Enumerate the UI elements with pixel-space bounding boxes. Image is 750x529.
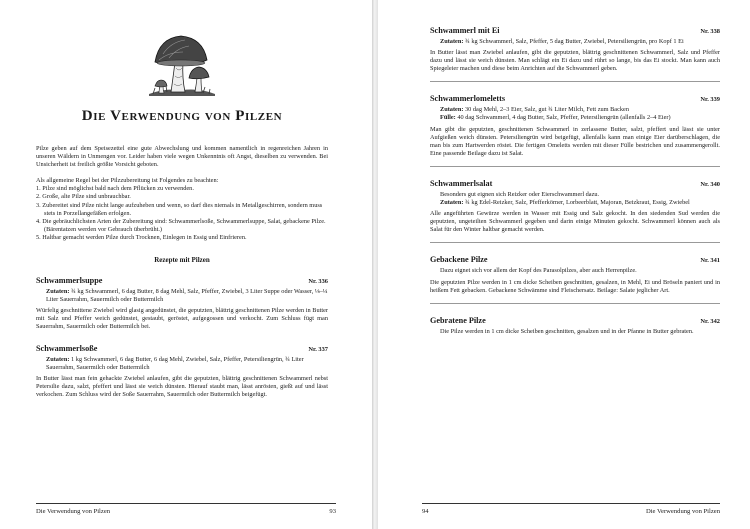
recipe-336 xyxy=(36,276,328,331)
recipe-header xyxy=(36,276,328,285)
page-footer-right xyxy=(422,503,720,515)
ingredients-label: Zutaten: xyxy=(46,288,70,296)
recipe-number: Nr. 338 xyxy=(700,28,720,35)
right-content xyxy=(430,26,720,336)
ingredients-text: ¾ kg Schwammerl, 6 dag Butter, 8 dag Mehl, Salz, Pfeffer, Zwiebel, 3 Liter Suppe oder Wasser, ⅛–¼ Liter Sauerrahm, Sauermilch oder Buttermilch xyxy=(46,288,328,304)
recipe-number: Nr. 341 xyxy=(700,257,720,265)
rule-item: 2. Große, alte Pilze sind unbrauchbar. xyxy=(36,193,131,201)
page-left xyxy=(0,0,372,529)
recipe-header xyxy=(36,344,328,353)
recipe-filling xyxy=(430,114,720,122)
recipe-342 xyxy=(430,316,720,336)
footer-title: Die Verwendung von Pilzen xyxy=(645,508,720,515)
recipe-note xyxy=(430,267,720,275)
section-divider xyxy=(430,81,720,82)
page-footer-left xyxy=(36,503,336,515)
mushroom-illustration xyxy=(145,30,219,98)
recipe-header xyxy=(430,255,720,264)
note-text: Die Pilze werden in 1 cm dicke Scheiben geschnitten, gesalzen und in der Pfanne in Butter gebraten. xyxy=(440,327,694,335)
chapter-title: Die Verwendung von Pilzen xyxy=(81,108,283,124)
section-title: Rezepte mit Pilzen xyxy=(154,256,210,265)
rule-item: 5. Haltbar gemacht werden Pilze durch Trocknen, Einlegen in Essig und Einfrieren. xyxy=(36,233,247,241)
filling-text: 40 dag Schwammerl, 4 dag Butter, Salz, Pfeffer, Petersiliengrün (allenfalls 2–4 Eier) xyxy=(457,114,671,122)
recipe-number: Nr. 336 xyxy=(308,278,328,286)
rules-intro: Als allgemeine Regel bei der Pilzzubereitung ist Folgendes zu beachten: xyxy=(36,177,219,185)
ingredients-text: 30 dag Mehl, 2–3 Eier, Salz, gut ¾ Liter Milch, Fett zum Backen xyxy=(465,106,629,114)
footer-title: Die Verwendung von Pilzen xyxy=(36,508,111,515)
section-divider xyxy=(430,166,720,167)
recipe-note xyxy=(430,328,720,336)
recipe-header xyxy=(430,26,720,35)
intro-paragraph: Pilze geben auf dem Speisezettel eine gute Abwechslung und kommen namentlich in regenreichen Jahren in unseren Wäldern in Unmengen vor. Leider haben viele wegen Unkenntnis oft Angst, dieselben zu verwenden. Bei Unsicherheit ist freilich größte Vorsicht geboten. xyxy=(36,145,328,169)
recipe-name: Schwammerlsoße xyxy=(36,343,98,353)
ingredients-text: ¾ kg Schwammerl, Salz, Pfeffer, 5 dag Butter, Zwiebel, Petersiliengrün, pro Kopf 1 Ei xyxy=(465,38,684,45)
recipe-text: In Butter lässt man fein gehackte Zwiebel anlaufen, gibt die geputzten, blättrig geschnittenen Schwammerl nebst Petersilie dazu, salzt, pfeffert und lässt sie weich dünsten. Hierauf staubt man, lässt anrösten, gießt auf und lässt verkochen. Zum Schluss wird der Soße Sauerrahm, Sauermilch oder Buttermilch beigefügt. xyxy=(36,374,328,398)
recipe-ingredients xyxy=(36,356,328,372)
recipe-name: Schwammerl mit Ei xyxy=(430,26,500,35)
page-number: 94 xyxy=(422,508,429,515)
left-content xyxy=(36,30,328,399)
recipe-name: Gebackene Pilze xyxy=(430,255,488,265)
recipe-header xyxy=(430,179,720,188)
recipe-number: Nr. 340 xyxy=(700,180,720,188)
recipe-340 xyxy=(430,179,720,234)
recipe-text: Würfelig geschnittene Zwiebel wird glasig angedünstet, die geputzten, blättrig geschnittenen Pilze werden in Butter mit Salz und Pfeffer weich gedünstet, gestaubt, geröstet, aufgegossen und verkocht. Zum Schluss fügt man Sauerrahm, Sauermilch oder Buttermilch bei. xyxy=(36,307,328,331)
recipe-text: Man gibt die geputzten, geschnittenen Schwammerl in zerlassene Butter, salzt, pfeffert und lässt sie unter Aufgießen weich dünsten. Petersiliengrün wird beigefügt, allenfalls kann man einige Eier darüberschlagen, die man bis zum Hartwerden röstet. Die fertigen Omeletts werden mit dieser Fülle bestrichen und zusammengerollt. Eine passende Beilage dazu ist Salat. xyxy=(430,125,720,157)
recipe-header xyxy=(430,94,720,103)
ingredients-label: Zutaten: xyxy=(46,355,70,363)
recipe-ingredients xyxy=(430,38,720,46)
recipe-ingredients xyxy=(430,106,720,114)
recipe-number: Nr. 339 xyxy=(700,96,720,104)
recipe-339 xyxy=(430,94,720,158)
recipe-338 xyxy=(430,26,720,73)
ingredients-text: 1 kg Schwammerl, 6 dag Butter, 6 dag Mehl, Zwiebel, Salz, Pfeffer, Petersiliengrün, ¾ Liter Sauerrahm, Sauermilch oder Buttermilch xyxy=(46,355,304,371)
recipe-number: Nr. 337 xyxy=(308,345,328,353)
filling-label: Fülle: xyxy=(440,114,456,122)
rule-item: 1. Pilze sind möglichst bald nach dem Pflücken zu verwenden. xyxy=(36,185,194,193)
recipe-337 xyxy=(36,344,328,399)
recipe-name: Schwammerlsuppe xyxy=(36,276,103,286)
section-divider xyxy=(430,303,720,304)
recipe-text: Alle angeführten Gewürze werden in Wasser mit Essig und Salz gekocht. In den siedenden Sud werden die geputzten, ungeteilten Schwammerl gegeben und darin einige Minuten gekocht. Schwammerl können auch als Salat für den Winter haltbar gemacht werden. xyxy=(430,210,720,234)
rule-item: 4. Die gebräuchlichsten Arten der Zubereitung sind: Schwammerlsoße, Schwammerlsuppe, Salat, gebackene Pilze. (Bärentatzen werden vor Gebrauch überbrüht.) xyxy=(36,217,326,233)
section-divider xyxy=(430,242,720,243)
ingredients-text: ¾ kg Edel-Reizker, Salz, Pfefferkörner, Lorbeerblatt, Majoran, Beizkraut, Essig, Zwiebel xyxy=(465,199,690,207)
recipe-341 xyxy=(430,255,720,294)
recipe-ingredients xyxy=(430,199,720,207)
recipe-text: Die geputzten Pilze werden in 1 cm dicke Scheiben geschnitten, gesalzen, in Mehl, Ei und Bröseln paniert und in heißem Fett gebacken. Gebackene Schwämme sind Fleischersatz. Beilage: Salate jeglicher Art. xyxy=(430,278,720,294)
recipe-ingredients xyxy=(36,288,328,304)
note-text: Besonders gut eignen sich Reizker oder Eierschwammerl dazu. xyxy=(440,190,600,198)
recipe-number: Nr. 342 xyxy=(700,317,720,325)
rule-item: 3. Zubereitet sind Pilze nicht lange aufzuheben und wenn, so darf dies niemals in Metallgeschirren, sondern muss stets in Porzellangefäßen erfolgen. xyxy=(36,201,323,217)
recipe-note xyxy=(430,191,720,199)
recipe-name: Schwammerlsalat xyxy=(430,178,493,188)
recipe-header xyxy=(430,316,720,325)
recipe-text: In Butter lässt man Zwiebel anlaufen, gibt die geputzten, blättrig geschnittenen Schwammerl, Salz und Pfeffer dazu und lässt sie weich dünsten. Man schlägt ein Ei dazu und rührt so lange, bis das Ei stockt. Man kann auch Spiegeleier machen und diese beim Anrichten auf die Schwammerl geben. xyxy=(430,49,720,73)
page-number: 93 xyxy=(329,508,336,515)
page-right xyxy=(378,0,750,529)
ingredients-label: Zutaten: xyxy=(440,38,464,45)
recipe-name: Gebratene Pilze xyxy=(430,315,486,325)
note-text: Dazu eignet sich vor allem der Kopf des Parasolpilzes, aber auch Herrenpilze. xyxy=(440,267,637,275)
ingredients-label: Zutaten: xyxy=(440,199,464,207)
rules-list xyxy=(36,185,328,242)
ingredients-label: Zutaten: xyxy=(440,106,464,114)
recipe-name: Schwammerlomeletts xyxy=(430,94,506,104)
